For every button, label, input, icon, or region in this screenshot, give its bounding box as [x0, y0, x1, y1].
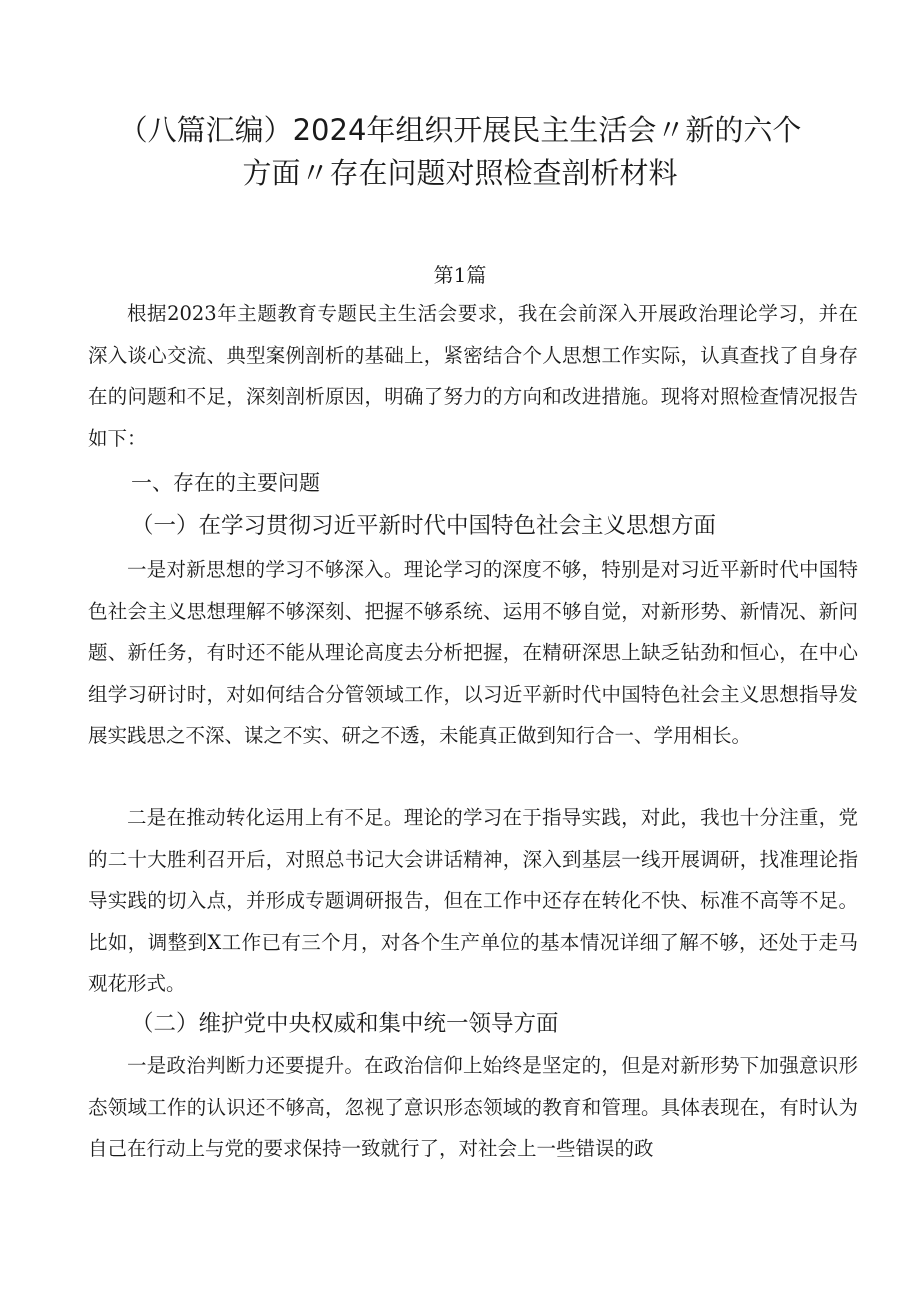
subsection-heading-1: （一）在学习贯彻习近平新时代中国特色社会主义思想方面: [131, 513, 717, 539]
section-heading: 一、存在的主要问题: [131, 471, 320, 495]
subsection-1-paragraph-1: 一是对新思想的学习不够深入。理论学习的深度不够，特别是对习近平新时代中国特色社会主义思想理解不够深刻、把握不够系统、运用不够自觉，对新形势、新情况、新问题、新任务，有时还不能从理论高度去分析把握，在精研深思上缺乏钻劲和恒心，在中心组学习研讨时，对如何结合分管领域工作，以习近平新时代中国特色社会主义思想指导发展实践思之不深、谋之不实、研之不透，未能真正做到知行合一、学用相长。: [88, 558, 858, 747]
document-title-line-2: 方面〃存在问题对照检查剖析材料: [242, 156, 678, 190]
document-title-line-1: （八篇汇编）2024年组织开展民主生活会〃新的六个: [118, 113, 802, 147]
subsection-1-paragraph-2: 二是在推动转化运用上有不足。理论的学习在于指导实践，对此，我也十分注重，党的二十大胜利召开后，对照总书记大会讲话精神，深入到基层一线开展调研，找准理论指导实践的切入点，并形成专题调研报告，但在工作中还存在转化不快、标准不高等不足。比如，调整到X工作已有三个月，对各个生产单位的基本情况详细了解不够，还处于走马观花形式。: [88, 806, 858, 995]
subsection-2-paragraph-1: 一是政治判断力还要提升。在政治信仰上始终是坚定的，但是对新形势下加强意识形态领域工作的认识还不够高，忽视了意识形态领域的教育和管理。具体表现在，有时认为自己在行动上与党的要求保持一致就行了，对社会上一些错误的政: [88, 1054, 858, 1160]
intro-paragraph: 根据2023年主题教育专题民主生活会要求，我在会前深入开展政治理论学习，并在深入谈心交流、典型案例剖析的基础上，紧密结合个人思想工作实际，认真查找了自身存在的问题和不足，深刻剖析原因，明确了努力的方向和改进措施。现将对照检查情况报告如下：: [88, 302, 858, 450]
chapter-label: 第1篇: [433, 263, 487, 287]
subsection-heading-2: （二）维护党中央权威和集中统一领导方面: [131, 1011, 559, 1037]
